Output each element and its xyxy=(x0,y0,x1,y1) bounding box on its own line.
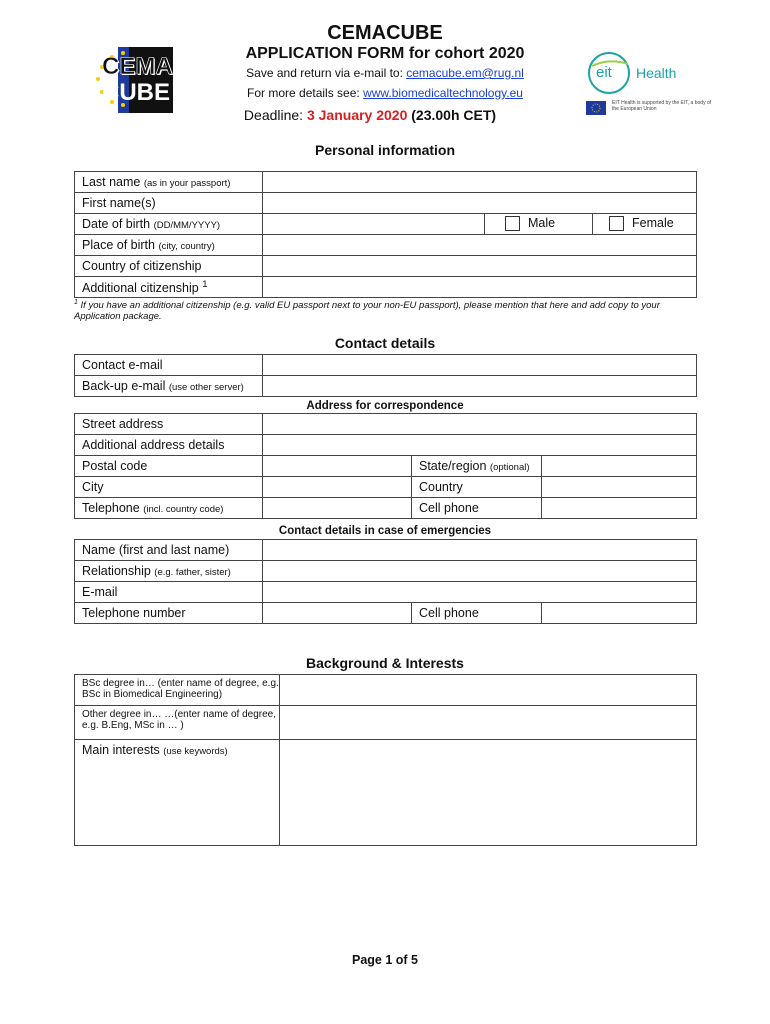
details-prefix: For more details see: xyxy=(247,86,364,100)
backup-email-field[interactable] xyxy=(263,376,697,397)
email-link[interactable]: cemacube.em@rug.nl xyxy=(406,66,524,80)
interests-field[interactable] xyxy=(280,740,697,846)
em-email-field[interactable] xyxy=(263,582,697,603)
eit-health-logo xyxy=(584,50,724,118)
country-field[interactable] xyxy=(542,477,697,498)
cell-phone-field[interactable] xyxy=(542,498,697,519)
state-label: State/region (optional) xyxy=(412,456,542,477)
pob-field[interactable] xyxy=(263,235,697,256)
pob-label: Place of birth (city, country) xyxy=(75,235,263,256)
form-subtitle: APPLICATION FORM for cohort 2020 xyxy=(245,45,525,62)
deadline-date: 3 January 2020 xyxy=(306,107,408,123)
website-link[interactable]: www.biomedicaltechnology.eu xyxy=(363,86,523,100)
em-name-field[interactable] xyxy=(263,540,697,561)
additional-address-label: Additional address details xyxy=(75,435,263,456)
page-number: Page 1 of 5 xyxy=(352,953,418,967)
female-checkbox[interactable] xyxy=(609,216,624,231)
save-prefix: Save and return via e-mail to: xyxy=(246,66,407,80)
section-background-heading: Background & Interests xyxy=(306,655,464,671)
bsc-field[interactable] xyxy=(280,675,697,706)
additional-citizenship-label: Additional citizenship $^1$ xyxy=(75,277,263,298)
footnote-mark: 1 xyxy=(74,299,78,306)
personal-table xyxy=(74,171,697,298)
bsc-label: BSc degree in… (enter name of degree, e.g. BSc in Biomedical Engineering) xyxy=(75,675,280,706)
address-heading: Address for correspondence xyxy=(306,400,464,412)
eu-note: EIT Health is supported by the EIT, a body of the European Union xyxy=(612,100,712,112)
street-label: Street address xyxy=(75,414,263,435)
citizenship-field[interactable] xyxy=(263,256,697,277)
eit-text: eit xyxy=(596,64,612,81)
state-field[interactable] xyxy=(542,456,697,477)
em-telephone-field[interactable] xyxy=(263,603,412,624)
interests-label: Main interests (use keywords) xyxy=(75,740,280,846)
eu-flag-icon xyxy=(586,101,606,115)
city-label: City xyxy=(75,477,263,498)
telephone-field[interactable] xyxy=(263,498,412,519)
em-telephone-label: Telephone number xyxy=(75,603,263,624)
contact-email-label: Contact e-mail xyxy=(75,355,263,376)
em-cell-field[interactable] xyxy=(542,603,697,624)
logo-text-cube: CUBE xyxy=(102,79,171,106)
last-name-label: Last name (as in your passport) xyxy=(75,172,263,193)
em-email-label: E-mail xyxy=(75,582,263,603)
postal-code-label: Postal code xyxy=(75,456,263,477)
last-name-field[interactable] xyxy=(263,172,697,193)
background-table xyxy=(74,674,697,846)
section-contact-heading: Contact details xyxy=(334,335,436,351)
citizenship-footnote xyxy=(74,297,696,322)
country-label: Country xyxy=(412,477,542,498)
address-table xyxy=(74,413,697,519)
street-field[interactable] xyxy=(263,414,697,435)
deadline-suffix: (23.00h CET) xyxy=(407,107,497,123)
em-relationship-label: Relationship (e.g. father, sister) xyxy=(75,561,263,582)
em-cell-label: Cell phone xyxy=(412,603,542,624)
female-option[interactable]: Female xyxy=(593,214,697,235)
logo-text-cema: CEMA xyxy=(102,53,173,80)
backup-email-label: Back-up e-mail (use other server) xyxy=(75,376,263,397)
telephone-label: Telephone (incl. country code) xyxy=(75,498,263,519)
first-names-label: First name(s) xyxy=(75,193,263,214)
male-checkbox[interactable] xyxy=(505,216,520,231)
footnote-text: If you have an additional citizenship (e.g. valid EU passport next to your non-EU passport), please mention that here and add copy to your Application package. xyxy=(74,300,660,323)
emergency-heading: Contact details in case of emergencies xyxy=(278,525,492,537)
em-name-label: Name (first and last name) xyxy=(75,540,263,561)
emergency-table xyxy=(74,539,697,624)
dob-label: Date of birth (DD/MM/YYYY) xyxy=(75,214,263,235)
cell-phone-label: Cell phone xyxy=(412,498,542,519)
additional-citizenship-field[interactable] xyxy=(263,277,697,298)
first-names-field[interactable] xyxy=(263,193,697,214)
deadline-prefix: Deadline: xyxy=(243,107,307,123)
page-title: CEMACUBE xyxy=(327,22,443,44)
health-text: Health xyxy=(636,65,677,81)
contact-email-field[interactable] xyxy=(263,355,697,376)
male-option[interactable]: Male xyxy=(485,214,593,235)
section-personal-heading: Personal information xyxy=(314,142,456,158)
city-field[interactable] xyxy=(263,477,412,498)
contact-table xyxy=(74,354,697,397)
citizenship-label: Country of citizenship xyxy=(75,256,263,277)
postal-code-field[interactable] xyxy=(263,456,412,477)
em-relationship-field[interactable] xyxy=(263,561,697,582)
dob-field[interactable] xyxy=(263,214,485,235)
other-degree-label: Other degree in… …(enter name of degree, e.g. B.Eng, MSc in … ) xyxy=(75,706,280,740)
other-degree-field[interactable] xyxy=(280,706,697,740)
additional-address-field[interactable] xyxy=(263,435,697,456)
